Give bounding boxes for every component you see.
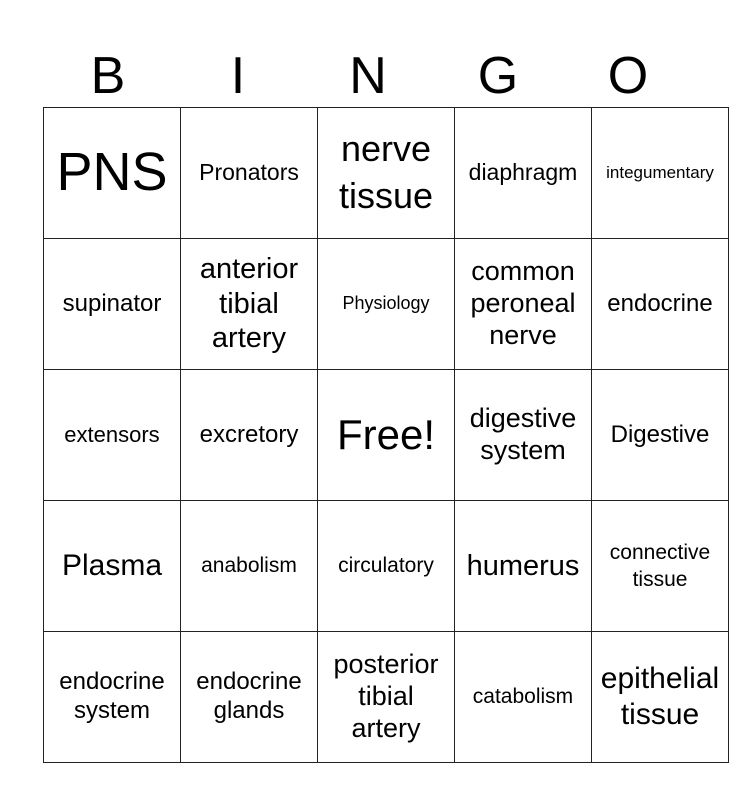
header-letter-g: G: [477, 47, 519, 105]
bingo-cell[interactable]: [44, 370, 181, 501]
bingo-cell-text: extensors: [64, 422, 160, 448]
bingo-cell-text: anterior tibial artery: [199, 252, 299, 355]
bingo-cell[interactable]: [44, 239, 181, 370]
bingo-cell[interactable]: [181, 632, 318, 763]
header-letter-b: B: [90, 47, 126, 105]
bingo-cell[interactable]: [44, 108, 181, 239]
bingo-cell-text: endocrine system: [59, 668, 165, 724]
bingo-cell-text: supinator: [62, 289, 162, 317]
bingo-cell-text: circulatory: [338, 554, 434, 578]
bingo-cell[interactable]: [455, 239, 592, 370]
board-row: [44, 108, 729, 239]
bingo-cell[interactable]: [181, 501, 318, 632]
bingo-cell-text: anabolism: [201, 554, 297, 578]
bingo-cell-text: integumentary: [606, 162, 714, 182]
board-row: [44, 632, 729, 763]
bingo-cell[interactable]: [455, 501, 592, 632]
bingo-cell-text: PNS: [56, 142, 168, 203]
bingo-cell-text: epithelial tissue: [600, 662, 720, 731]
board-row: [44, 239, 729, 370]
bingo-cell[interactable]: [455, 108, 592, 239]
bingo-cell[interactable]: [44, 632, 181, 763]
bingo-cell-text: Pronators: [199, 159, 299, 186]
bingo-cell-text: excretory: [199, 420, 299, 448]
bingo-cell-text: catabolism: [472, 685, 574, 709]
bingo-cell[interactable]: [592, 501, 729, 632]
bingo-cell[interactable]: [592, 239, 729, 370]
bingo-cell-text: connective tissue: [609, 540, 711, 591]
bingo-cell-text: diaphragm: [468, 159, 578, 186]
bingo-cell[interactable]: [455, 632, 592, 763]
header-letter-n: N: [349, 47, 387, 105]
board-row: [44, 501, 729, 632]
bingo-cell[interactable]: [318, 108, 455, 239]
bingo-cell[interactable]: [318, 239, 455, 370]
bingo-cell[interactable]: [592, 108, 729, 239]
bingo-cell-text: posterior tibial artery: [333, 649, 439, 743]
bingo-cell-text: Digestive: [610, 420, 710, 448]
bingo-cell-text: common peroneal nerve: [470, 256, 576, 350]
bingo-cell-text: nerve tissue: [338, 128, 434, 216]
bingo-cell[interactable]: [455, 370, 592, 501]
bingo-cell[interactable]: [181, 108, 318, 239]
bingo-cell[interactable]: [592, 632, 729, 763]
bingo-cell[interactable]: [318, 632, 455, 763]
bingo-cell-text: endocrine glands: [196, 668, 302, 724]
bingo-cell-text: Physiology: [342, 293, 430, 314]
bingo-board: [43, 107, 729, 763]
bingo-cell-text: Free!: [336, 410, 436, 458]
bingo-cell-text: Plasma: [61, 549, 163, 582]
header-letter-o: O: [607, 47, 649, 105]
bingo-cell[interactable]: [44, 501, 181, 632]
bingo-cell[interactable]: [318, 370, 455, 501]
header-letter-i: I: [230, 47, 246, 105]
bingo-cell-text: digestive system: [469, 403, 577, 465]
bingo-cell[interactable]: [318, 501, 455, 632]
bingo-cell-text: humerus: [466, 549, 580, 582]
bingo-header: [43, 48, 693, 104]
board-row: [44, 370, 729, 501]
bingo-cell[interactable]: [181, 370, 318, 501]
bingo-cell-text: endocrine: [607, 289, 713, 317]
bingo-cell[interactable]: [181, 239, 318, 370]
bingo-cell[interactable]: [592, 370, 729, 501]
